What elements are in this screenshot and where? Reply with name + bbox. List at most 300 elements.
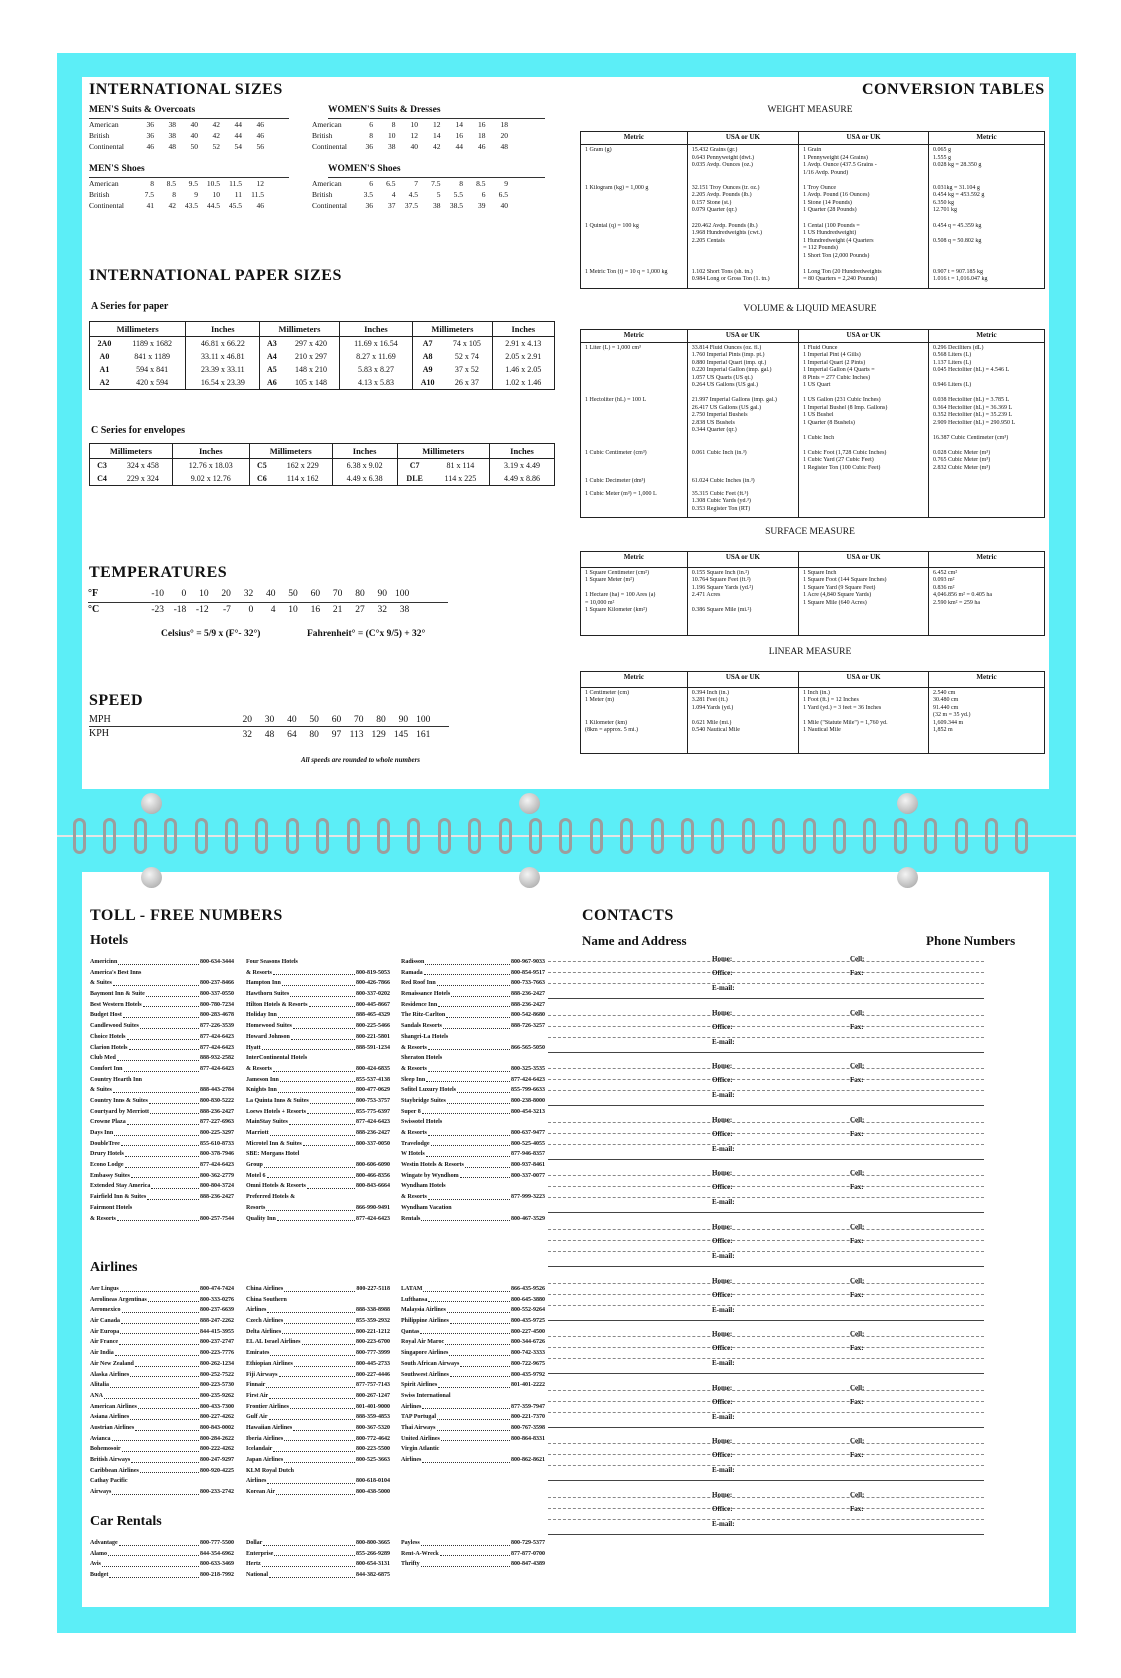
cell-line: 1 Acre (4,840 Square Yards) <box>803 592 872 599</box>
dot-leader <box>293 1423 355 1431</box>
table-row <box>90 363 555 376</box>
entry-name: First Air <box>246 1392 269 1399</box>
entry-phone: 800-235-9262 <box>200 1392 234 1399</box>
entry-phone: 800-819-5053 <box>356 969 390 976</box>
dot-leader <box>450 1370 510 1378</box>
size-value: 10 <box>410 120 418 129</box>
directory-entry <box>90 1295 234 1306</box>
entry-phone: 800-467-3529 <box>511 1215 545 1222</box>
entry-name: Candlewood Suites <box>90 1023 139 1030</box>
column-header: Inches <box>492 322 554 337</box>
directory-entry <box>246 1192 390 1203</box>
size-value: 9.5 <box>188 179 198 188</box>
table-row <box>581 448 1045 476</box>
cell-line: 12.701 kg <box>932 207 957 214</box>
directory-entry <box>90 1000 234 1011</box>
dot-leader <box>438 1380 510 1388</box>
size-value: 7.5 <box>144 190 154 199</box>
size-value: 12 <box>433 120 441 129</box>
size-value: 36 <box>365 142 373 151</box>
directory-entry <box>401 1171 545 1182</box>
size-value: 6 <box>481 190 486 199</box>
office-label: Office: <box>712 1344 733 1353</box>
dot-leader <box>284 1434 355 1442</box>
entry-name: ANA <box>90 1392 103 1399</box>
entry-name: Shangri-La Hotels <box>401 1033 449 1040</box>
name-address-line[interactable] <box>548 961 984 962</box>
table-cell: 46.81 x 66.22 <box>186 337 260 351</box>
name-address-line[interactable] <box>548 1144 984 1145</box>
cell-line: 1 Nautical Mile <box>803 727 841 734</box>
directory-entry <box>246 1295 390 1306</box>
entry-phone: 800-780-7234 <box>200 1001 234 1008</box>
directory-entry <box>401 1284 545 1295</box>
coil-ring <box>73 818 86 854</box>
fax-label: Fax: <box>850 1451 864 1460</box>
email-label: E-mail: <box>712 1359 735 1368</box>
dot-leader <box>422 1107 510 1115</box>
entry-phone: 877-424-6423 <box>511 1076 545 1083</box>
name-address-line[interactable] <box>548 1090 984 1091</box>
kph-value: 64 <box>287 730 297 740</box>
dot-leader <box>422 1402 510 1410</box>
entry-phone: 888-465-4329 <box>356 1012 390 1019</box>
dot-leader <box>465 1160 510 1168</box>
size-value: 8.5 <box>476 179 486 188</box>
table-cell <box>799 395 929 448</box>
kph-value: 97 <box>331 730 342 740</box>
cell-line: 0.394 Inch (in.) <box>691 689 730 696</box>
entry-name: Courtyard by Merriott <box>90 1108 149 1115</box>
directory-entry <box>246 1021 390 1032</box>
dot-leader <box>447 1305 510 1313</box>
entry-name: Airways <box>90 1489 112 1496</box>
cell-line: 1 Imperial Quart (2 Pints) <box>803 359 866 366</box>
directory-entry <box>90 1214 234 1225</box>
entry-phone: 877-424-6423 <box>200 1044 234 1051</box>
cell-line: 91.440 cm <box>932 704 959 711</box>
name-address-line[interactable] <box>548 1186 984 1187</box>
entry-phone: 877-424-6423 <box>356 1119 390 1126</box>
airlines-column-2 <box>246 1284 390 1498</box>
cell-line: 35.315 Cubic Feet (ft.³) <box>691 490 749 497</box>
column-header: USA or UK <box>687 672 798 688</box>
cell-label: Cell: <box>850 1008 865 1017</box>
cell-line: 1 Cental (100 Pounds = <box>803 222 860 229</box>
entry-phone: 877-359-7947 <box>511 1403 545 1410</box>
name-address-line[interactable] <box>548 1358 984 1359</box>
dot-leader <box>273 1064 355 1072</box>
size-value: 6.5 <box>498 190 508 199</box>
directory-entry <box>246 1203 390 1214</box>
table-cell: 148 x 210 <box>283 363 339 376</box>
name-address-line[interactable] <box>548 1175 984 1176</box>
directory-entry <box>246 1455 390 1466</box>
column-header: USA or UK <box>687 132 798 145</box>
directory-entry <box>401 1096 545 1107</box>
entry-name: America's Best Inns <box>90 969 142 976</box>
divider <box>89 177 289 178</box>
entry-phone: 800-742-3333 <box>511 1350 545 1357</box>
name-address-line[interactable] <box>548 1133 984 1134</box>
cell-line: 1 Hundredweight (4 Quarters <box>803 237 874 244</box>
entry-phone: 800-435-9792 <box>511 1371 545 1378</box>
table-cell <box>687 342 798 395</box>
dot-leader <box>293 1021 355 1029</box>
entry-phone: 800-542-8680 <box>511 1012 545 1019</box>
dot-leader <box>104 1391 199 1399</box>
celsius-value: -23 <box>151 605 164 615</box>
entry-name: China Airlines <box>246 1286 284 1292</box>
office-label: Office: <box>712 1129 733 1138</box>
cell-line <box>803 491 924 499</box>
dot-leader <box>270 1348 355 1356</box>
entry-name: LATAM <box>401 1286 423 1292</box>
entry-phone: 888-236-2427 <box>200 1194 234 1201</box>
cell-line: 1 Register Ton (100 Cubic Feet) <box>803 464 881 471</box>
table-row <box>90 376 555 390</box>
name-address-line[interactable] <box>548 1508 984 1509</box>
table-cell <box>581 395 688 448</box>
cell-line: 2.832 Cubic Meter (m³) <box>932 464 991 471</box>
name-address-line[interactable] <box>548 972 984 973</box>
entry-phone: 800-804-3724 <box>200 1183 234 1190</box>
size-value: 46 <box>478 142 486 151</box>
divider <box>89 726 449 727</box>
name-address-line[interactable] <box>548 983 984 984</box>
cell-line: 1 Hectoliter (hL) = 100 L <box>585 397 647 404</box>
coil-ring <box>316 818 329 854</box>
entry-name: Wingate by Wyndhom <box>401 1172 459 1179</box>
cell-line <box>933 478 1040 486</box>
celsius-formula: Celsius° = 5/9 x (F°- 32°) <box>161 629 261 639</box>
cell-line: 0.296 Deciliters (dL) <box>932 344 984 351</box>
entry-phone: 800-525-3663 <box>356 1457 390 1463</box>
table-cell: 8.27 x 11.69 <box>339 350 413 363</box>
table-cell: DLE <box>397 472 432 486</box>
cell-line: 1 US Hundredweight) <box>803 230 857 237</box>
directory-entry <box>90 1327 234 1338</box>
name-address-line[interactable] <box>548 1251 984 1252</box>
column-header: USA or UK <box>687 330 798 343</box>
entry-name: Aerolineas Argentinas <box>90 1296 147 1303</box>
fahrenheit-value: 32 <box>243 589 254 599</box>
cell-line <box>585 585 683 593</box>
coil-ring <box>772 818 785 854</box>
column-header: Metric <box>581 552 688 568</box>
cell-line: 1.760 Imperial Pints (imp. pt.) <box>691 352 765 359</box>
name-address-line[interactable] <box>548 1283 984 1284</box>
entry-name: Residence Inn <box>401 1001 438 1008</box>
directory-entry <box>401 1455 545 1466</box>
coil-ring <box>529 818 542 854</box>
coil-ring <box>164 818 177 854</box>
entry-name: Swiss International <box>401 1392 451 1399</box>
entry-name: Singapore Airlines <box>401 1350 449 1357</box>
table-cell: 81 x 114 <box>432 459 490 473</box>
name-address-label: Name and Address <box>582 933 687 948</box>
cell-line: 1.968 Hundredweights (cwt.) <box>691 230 763 237</box>
name-address-line[interactable] <box>548 1229 984 1230</box>
name-address-line[interactable] <box>548 1122 984 1123</box>
weight-measure-table <box>580 131 1045 289</box>
table-cell <box>581 183 688 221</box>
size-value: 6.5 <box>386 179 396 188</box>
entry-phone: 888-236-2427 <box>511 991 545 998</box>
directory-entry <box>90 1538 234 1549</box>
name-address-line[interactable] <box>548 1454 984 1455</box>
entry-name: Malaysia Airlines <box>401 1307 446 1314</box>
table-cell: 2.05 x 2.91 <box>492 350 554 363</box>
dot-leader <box>131 1171 199 1179</box>
entry-name: Aer Lingus <box>90 1286 119 1292</box>
dot-leader <box>428 1064 510 1072</box>
cell-line: 0.264 US Gallons (US gal.) <box>691 382 759 389</box>
table-cell: 5.83 x 8.27 <box>339 363 413 376</box>
directory-entry <box>90 1284 234 1295</box>
directory-entry <box>246 978 390 989</box>
entry-phone: 800-967-9033 <box>511 959 545 965</box>
entry-phone: 800-777-5500 <box>200 1540 234 1546</box>
name-address-line[interactable] <box>548 1037 984 1038</box>
directory-entry <box>90 1010 234 1021</box>
celsius-value: 16 <box>310 605 321 615</box>
dot-leader <box>124 1064 200 1072</box>
entry-name: Microtel Inn & Suites <box>246 1140 302 1147</box>
name-address-line[interactable] <box>548 1390 984 1391</box>
coil-ring <box>711 818 724 854</box>
entry-name: Westin Hotels & Resorts <box>401 1162 464 1169</box>
name-address-line[interactable] <box>548 1240 984 1241</box>
cell-line: 1 Kilogram (kg) = 1,000 g <box>585 184 649 191</box>
dot-leader <box>449 1348 510 1356</box>
dot-leader <box>119 1337 199 1345</box>
entry-phone: 800-426-7866 <box>356 980 390 987</box>
cell-line: 1 Mile ("Statute Mile") = 1,760 yd. <box>803 719 888 726</box>
entry-phone: 888-236-2427 <box>200 1108 234 1115</box>
directory-entry <box>90 1053 234 1064</box>
entry-name: Air Canada <box>90 1318 121 1325</box>
directory-entry <box>246 1096 390 1107</box>
cell-label: Cell: <box>850 1223 865 1231</box>
name-address-line[interactable] <box>548 1079 984 1080</box>
size-value: 44 <box>234 131 242 140</box>
cell-line: 21.997 Imperial Gallons (imp. gal.) <box>691 397 777 404</box>
entry-name: Airlines <box>401 1403 422 1410</box>
home-label: Home: <box>712 1008 733 1017</box>
directory-entry <box>90 1064 234 1075</box>
table-cell: 114 x 225 <box>432 472 490 486</box>
cell-line: 1 Fluid Ounce <box>803 344 838 351</box>
cell-line: 1 Avdp. Pound (16 Ounces) <box>803 192 870 199</box>
directory-entry <box>401 1559 545 1570</box>
directory-entry <box>246 1181 390 1192</box>
dot-leader <box>129 1043 200 1051</box>
dot-leader <box>114 1128 199 1136</box>
entry-name: Airlines <box>246 1307 267 1314</box>
entry-name: Air Europa <box>90 1328 120 1335</box>
cell-line: 1 Gram (g) <box>585 147 612 154</box>
size-row-label: American <box>89 120 119 129</box>
table-cell: 1.02 x 1.46 <box>492 376 554 390</box>
entry-phone: 801-401-9000 <box>356 1403 390 1410</box>
entry-separator <box>548 1373 984 1374</box>
entry-name: Airlines <box>246 1478 267 1485</box>
entry-name: Enterprise <box>246 1550 274 1557</box>
entry-name: Clarion Hotels <box>90 1044 128 1051</box>
cell-line: 2.838 US Bushels <box>691 419 735 426</box>
cell-line: 0.765 Cubic Meter (m³) <box>932 457 991 464</box>
name-address-line[interactable] <box>548 1443 984 1444</box>
name-address-line[interactable] <box>548 1197 984 1198</box>
entry-name: Staybridge Suites <box>401 1097 446 1104</box>
hotels-column-3 <box>401 957 545 1224</box>
mens-shoes-title: MEN'S Shoes <box>89 164 145 174</box>
tollfree-title: TOLL - FREE NUMBERS <box>90 907 283 924</box>
size-value: 42 <box>168 201 176 210</box>
size-row-label: Continental <box>312 201 347 210</box>
directory-entry <box>246 1053 390 1064</box>
table-cell: 324 x 458 <box>114 459 172 473</box>
directory-entry <box>401 1359 545 1370</box>
entry-name: La Quinta Inns & Suites <box>246 1097 309 1104</box>
name-address-line[interactable] <box>548 1401 984 1402</box>
contact-entry <box>548 1116 984 1170</box>
intl-sizes-title: INTERNATIONAL SIZES <box>89 81 283 98</box>
dot-leader <box>112 1487 199 1495</box>
fahrenheit-value: 70 <box>332 589 343 599</box>
entry-phone: 800-223-5500 <box>356 1446 390 1453</box>
mens-suits-title: MEN'S Suits & Overcoats <box>89 105 196 115</box>
contact-entry <box>548 1384 984 1438</box>
directory-entry <box>401 1117 545 1128</box>
name-address-line[interactable] <box>548 1347 984 1348</box>
dot-leader <box>121 1139 199 1147</box>
entry-name: Emirates <box>246 1350 270 1357</box>
name-address-line[interactable] <box>548 1497 984 1498</box>
name-address-line[interactable] <box>548 1465 984 1466</box>
volume-measure-table <box>580 329 1045 518</box>
size-row-label: Continental <box>89 142 124 151</box>
fahrenheit-value: 60 <box>310 589 321 599</box>
table-cell <box>687 267 798 289</box>
cell-line: 1 Liter (L) = 1,000 cm³ <box>585 344 641 351</box>
directory-entry <box>246 1487 390 1498</box>
column-header: Millimeters <box>260 322 339 337</box>
dot-leader <box>113 978 199 986</box>
table-cell <box>799 342 929 395</box>
header-row <box>581 552 1045 568</box>
name-address-line[interactable] <box>548 1519 984 1520</box>
table-cell <box>687 567 798 635</box>
name-address-line[interactable] <box>548 1336 984 1337</box>
entry-phone: 855-799-6633 <box>511 1087 545 1094</box>
column-header: Millimeters <box>90 322 186 337</box>
size-value: 45.5 <box>228 201 242 210</box>
hotels-column-1 <box>90 957 234 1224</box>
table-cell: 162 x 229 <box>274 459 332 473</box>
entry-name: Resorts <box>246 1204 266 1211</box>
entry-phone: 855-359-2932 <box>356 1318 390 1325</box>
size-value: 42 <box>212 120 220 129</box>
directory-entry <box>246 1423 390 1434</box>
entry-name: Super 8 <box>401 1108 421 1115</box>
cell-line: 2.471 Acres <box>691 592 721 599</box>
name-address-line[interactable] <box>548 1015 984 1016</box>
name-address-line[interactable] <box>548 1068 984 1069</box>
cell-line <box>585 712 683 720</box>
dot-leader <box>447 1096 510 1104</box>
directory-entry <box>246 1064 390 1075</box>
mph-value: 90 <box>398 715 409 725</box>
entry-phone: 844-415-3955 <box>200 1328 234 1335</box>
name-address-line[interactable] <box>548 1305 984 1306</box>
size-value: 36 <box>146 120 154 129</box>
cell-line <box>933 427 1040 435</box>
column-header: Millimeters <box>397 444 489 459</box>
entry-name: Gulf Air <box>246 1414 268 1421</box>
directory-entry <box>90 1085 234 1096</box>
table-cell: A6 <box>260 376 284 390</box>
home-label: Home: <box>712 1491 733 1499</box>
directory-entry <box>246 1370 390 1381</box>
entry-phone: 800-424-6835 <box>356 1065 390 1072</box>
entry-phone: 800-218-7992 <box>200 1572 234 1579</box>
entry-name: Hilton Hotels & Resorts <box>246 1001 308 1008</box>
directory-entry <box>401 957 545 968</box>
entry-name: InterContinental Hotels <box>246 1055 308 1062</box>
name-address-line[interactable] <box>548 1294 984 1295</box>
entry-separator <box>548 1534 984 1535</box>
directory-entry <box>401 1380 545 1391</box>
punch-hole <box>897 793 918 814</box>
cell-line: 1 Imperial Bushel (8 Imp. Gallons) <box>803 404 888 411</box>
size-value: 40 <box>500 201 508 210</box>
size-value: 12 <box>256 179 264 188</box>
cell-line: 0.155 Square Inch (in.²) <box>691 569 750 576</box>
dot-leader <box>131 1455 199 1463</box>
cell-line: 0.540 Nautical Mile <box>691 727 740 734</box>
entry-phone: 800-862-8621 <box>511 1457 545 1463</box>
name-address-line[interactable] <box>548 1412 984 1413</box>
table-cell: C3 <box>90 459 115 473</box>
home-label: Home: <box>712 1115 733 1124</box>
contact-entry <box>548 1277 984 1331</box>
size-row-label: British <box>89 190 110 199</box>
office-label: Office: <box>712 1183 733 1192</box>
entry-name: Air France <box>90 1339 119 1346</box>
cell-line: 0.907 t = 907.185 kg <box>932 268 984 275</box>
directory-entry <box>401 1203 545 1214</box>
entry-name: Advantage <box>90 1540 118 1546</box>
table-cell <box>928 448 1044 476</box>
dot-leader <box>289 1117 355 1125</box>
dot-leader <box>130 1412 199 1420</box>
entry-phone: 800-864-8331 <box>511 1435 545 1442</box>
directory-entry <box>90 1380 234 1391</box>
dot-leader <box>421 1538 510 1546</box>
dot-leader <box>460 1359 510 1367</box>
entry-phone: 855-266-9289 <box>356 1550 390 1557</box>
mph-value: 70 <box>354 715 364 725</box>
directory-entry <box>246 1559 390 1570</box>
cell-line: 1 Troy Ounce <box>803 184 837 191</box>
entry-name: Ramada <box>401 969 423 976</box>
dot-leader <box>125 1149 199 1157</box>
entry-name: Philippine Airlines <box>401 1318 449 1325</box>
cell-line: 0.568 Liters (L) <box>932 352 972 359</box>
name-address-line[interactable] <box>548 1026 984 1027</box>
